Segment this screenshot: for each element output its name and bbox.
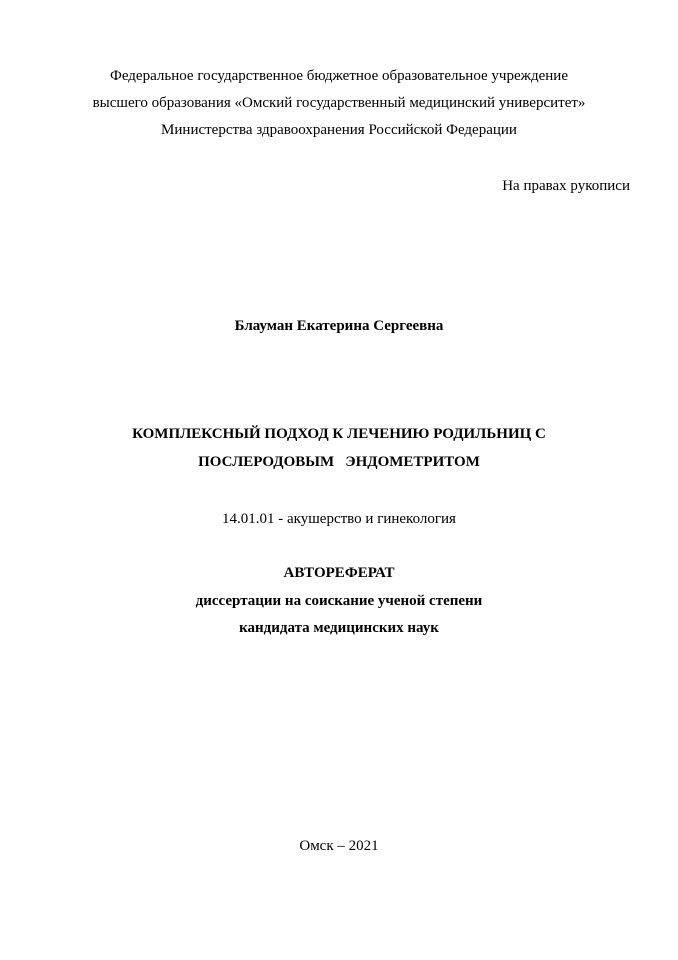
- document-type: АВТОРЕФЕРАТ: [283, 565, 395, 581]
- institution-line-2: высшего образования «Омский государственный медицинский университет»: [92, 95, 586, 111]
- title-line-2: ПОСЛЕРОДОВЫМ ЭНДОМЕТРИТОМ: [198, 454, 480, 470]
- institution-line-3: Министерства здравоохранения Российской Федерации: [161, 122, 517, 138]
- institution-line-1: Федеральное государственное бюджетное образовательное учреждение: [109, 68, 568, 84]
- manuscript-note: На правах рукописи: [502, 178, 630, 194]
- title-line-1: КОМПЛЕКСНЫЙ ПОДХОД К ЛЕЧЕНИЮ РОДИЛЬНИЦ С: [132, 426, 546, 442]
- degree-line-2: кандидата медицинских наук: [239, 620, 439, 636]
- degree-line-1: диссертации на соискание ученой степени: [195, 593, 483, 609]
- place-and-year: Омск – 2021: [299, 838, 379, 854]
- author-name: Блауман Екатерина Сергеевна: [234, 318, 444, 334]
- specialty-code: 14.01.01 - акушерство и гинекология: [222, 511, 456, 527]
